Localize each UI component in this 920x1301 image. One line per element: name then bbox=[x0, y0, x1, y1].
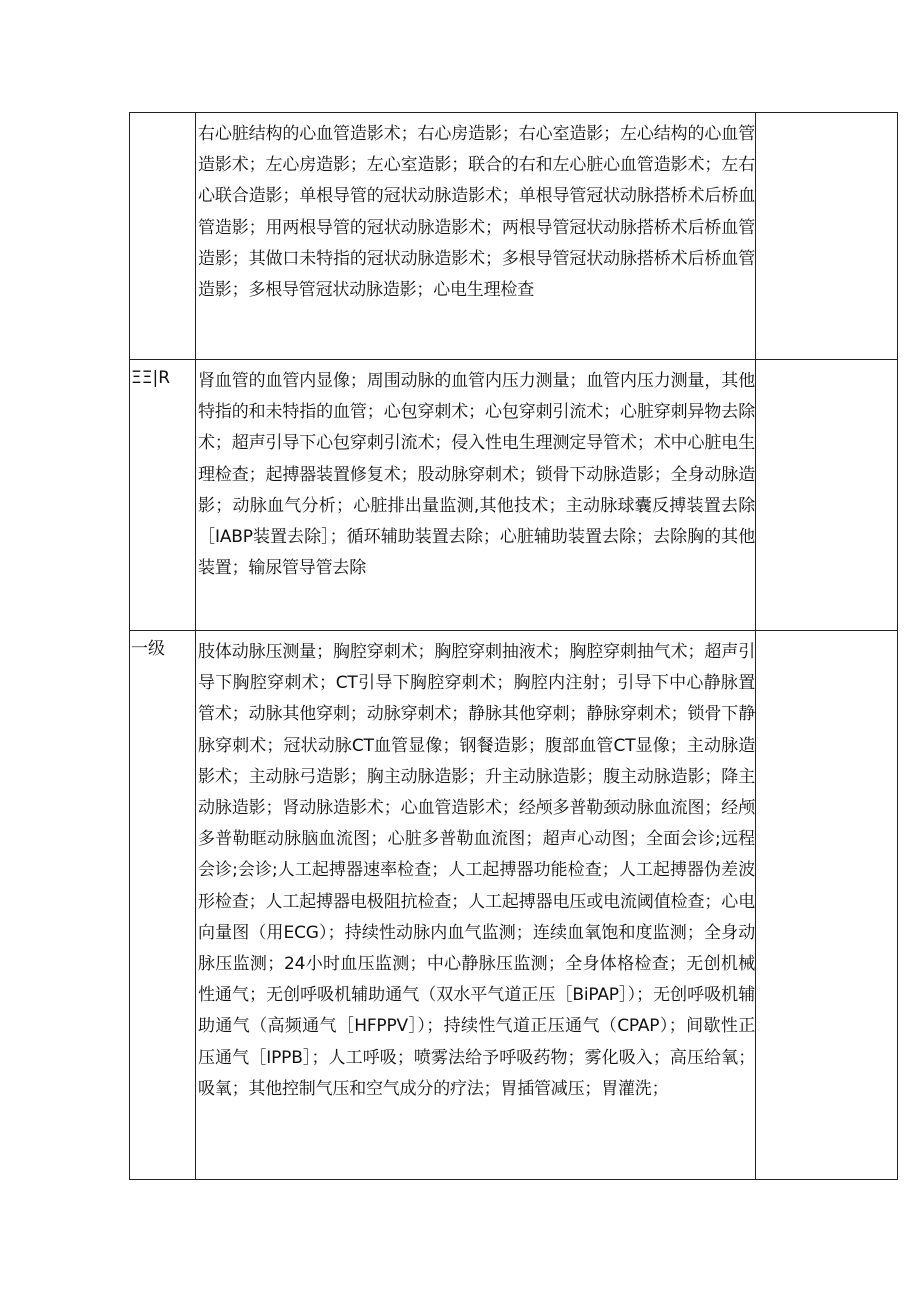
remark-cell bbox=[756, 360, 898, 631]
grade-cell bbox=[130, 113, 196, 360]
procedure-list-cell: 右心脏结构的心血管造影术；右心房造影；右心室造影；左心结构的心血管造影术；左心房造影；左心室造影；联合的右和左心脏心血管造影术；左右心联合造影；单根导管的冠状动脉造影术；单根导管冠状动脉搭桥术后桥血管造影；用两根导管的冠状动脉造影术；两根导管冠状动脉搭桥术后桥血管造影；其做口未特指的冠状动脉造影术；多根导管冠状动脉搭桥术后桥血管造影；多根导管冠状动脉造影；心电生理检查 bbox=[196, 113, 756, 360]
procedure-list-cell: 肢体动脉压测量；胸腔穿刺术；胸腔穿刺抽液术；胸腔穿刺抽气术；超声引导下胸腔穿刺术；CT引导下胸腔穿刺术；胸腔内注射；引导下中心静脉置管术；动脉其他穿刺；动脉穿刺术；静脉其他穿刺；静脉穿刺术；锁骨下静脉穿刺术；冠状动脉CT血管显像；钢餐造影；腹部血管CT显像；主动脉造影术；主动脉弓造影；胸主动脉造影；升主动脉造影；腹主动脉造影；降主动脉造影；肾动脉造影术；心血管造影术；经颅多普勒颈动脉血流图；经颅多普勒眶动脉脑血流图；心脏多普勒血流图；超声心动图；全面会诊;远程会诊;会诊;人工起搏器速率检查；人工起搏器功能检查；人工起搏器伪差波形检查；人工起搏器电极阻抗检查；人工起搏器电压或电流阈值检查；心电向量图（用ECG）；持续性动脉内血气监测；连续血氧饱和度监测；全身动脉压监测；24小时血压监测；中心静脉压监测；全身体格检查；无创机械性通气；无创呼吸机辅助通气（双水平气道正压［BiPAP］）；无创呼吸机辅助通气（高频通气［HFPPV］）；持续性气道正压通气（CPAP）；间歇性正压通气［IPPB］；人工呼吸；喷雾法给予呼吸药物；雾化吸入；高压给氧；吸氧；其他控制气压和空气成分的疗法；胃插管减压；胃灌洗； bbox=[196, 631, 756, 1180]
table-row bbox=[130, 360, 898, 631]
procedure-list-cell: 肾血管的血管内显像；周围动脉的血管内压力测量；血管内压力测量，其他特指的和未特指的血管；心包穿刺术；心包穿刺引流术；心脏穿刺异物去除术；超声引导下心包穿刺引流术；侵入性电生理测定导管术；术中心脏电生理检查；起搏器装置修复术；股动脉穿刺术；锁骨下动脉造影；全身动脉造影；动脉血气分析；心脏排出量监测,其他技术；主动脉球囊反搏装置去除［IABP装置去除］；循环辅助装置去除；心脏辅助装置去除；去除胸的其他装置；输尿管导管去除 bbox=[196, 360, 756, 631]
remark-cell bbox=[756, 631, 898, 1180]
grade-cell: ΞΞ|R bbox=[130, 360, 196, 631]
grade-cell: 一级 bbox=[130, 631, 196, 1180]
table-row bbox=[130, 113, 898, 360]
remark-cell bbox=[756, 113, 898, 360]
procedure-table bbox=[129, 112, 898, 1180]
table-row bbox=[130, 631, 898, 1180]
